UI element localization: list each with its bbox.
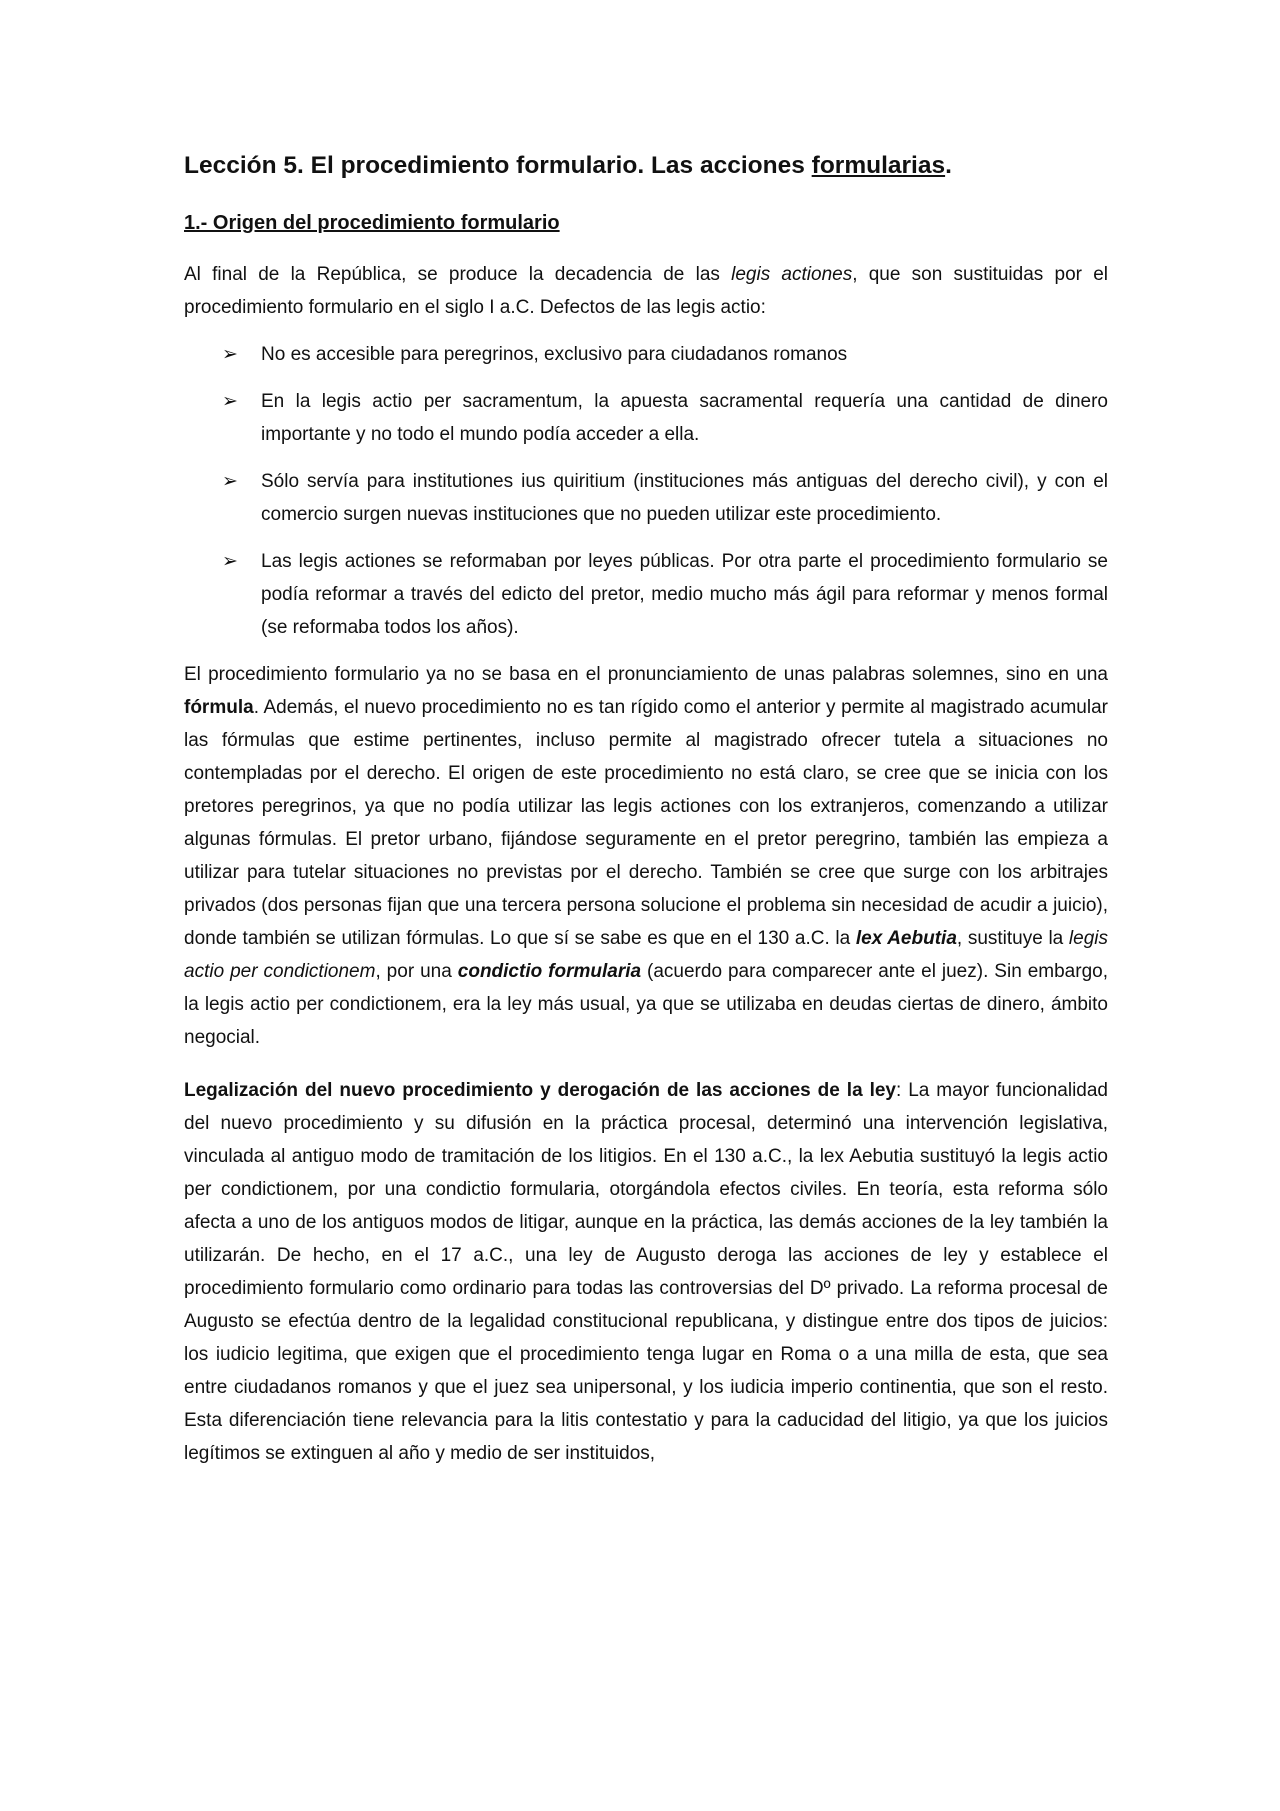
p2-text-1: El procedimiento formulario ya no se basa en el pronunciamiento de unas palabras solemnes, sino en una [184, 663, 1108, 685]
formula-paragraph [184, 658, 1108, 1054]
list-item [184, 545, 1108, 644]
p2-text-4: , por una [375, 960, 458, 982]
p2-italic-legis: legis actio per condictionem [184, 927, 1108, 982]
arrow-bullet-icon: ➢ [222, 470, 238, 492]
p2-text-2: . Además, el nuevo procedimiento no es tan rígido como el anterior y permite al magistrado acumular las fórmulas que estime pertinentes, incluso permite al magistrado ofrecer tutela a situaciones no contempladas por el derecho. El origen de este procedimiento no está claro, se cree que se inicia con los pretores peregrinos, ya que no podía utilizar las legis actiones con los extranjeros, comenzando a utilizar algunas fórmulas. El pretor urbano, fijándose seguramente en el pretor peregrino, también las empieza a utilizar para tutelar situaciones no previstas por el derecho. También se cree que surge con los arbitrajes privados (dos personas fijan que una tercera persona solucione el problema sin necesidad de acudir a juicio), donde también se utilizan fórmulas. Lo que sí se sabe es que en el 130 a.C. la [184, 696, 1108, 949]
section-heading-origen: 1.- Origen del procedimiento formulario [184, 211, 560, 234]
document-page [184, 150, 1108, 1470]
p3-text: : La mayor funcionalidad del nuevo procedimiento y su difusión en la práctica procesal, determinó una intervención legislativa, vinculada al antiguo modo de tramitación de los litigios. En el 130 a.C., la lex Aebutia sustituyó la legis actio per condictionem, por una condictio formularia, otorgándola efectos civiles. En teoría, esta reforma sólo afecta a uno de los antiguos modos de litigar, aunque en la práctica, las demás acciones de la ley también la utilizarán. De hecho, en el 17 a.C., una ley de Augusto deroga las acciones de ley y establece el procedimiento formulario como ordinario para todas las controversias del Dº privado. La reforma procesal de Augusto se efectúa dentro de la legalidad constitucional republicana, y distingue entre dos tipos de juicios: los iudicio legitima, que exigen que el procedimiento tenga lugar en Roma o a una milla de esta, que sea entre ciudadanos romanos y que el juez sea unipersonal, y los iudicia imperio continentia, que son el resto. Esta diferenciación tiene relevancia para la litis contestatio y para la caducidad del litigio, ya que los juicios legítimos se extinguen al año y medio de ser instituidos, [184, 1079, 1109, 1464]
intro-italic: legis actiones [731, 263, 853, 285]
intro-text-1: Al final de la República, se produce la decadencia de las [184, 263, 732, 285]
arrow-bullet-icon: ➢ [222, 390, 238, 412]
defects-list [184, 338, 1108, 644]
list-item [184, 338, 1108, 371]
list-item [184, 385, 1108, 451]
list-item-text: Sólo servía para institutiones ius quiritium (instituciones más antiguas del derecho civil), y con el comercio surgen nuevas instituciones que no pueden utilizar este procedimiento. [261, 470, 1108, 525]
list-item-text: Las legis actiones se reformaban por leyes públicas. Por otra parte el procedimiento formulario se podía reformar a través del edicto del pretor, medio mucho más ágil para reformar y menos formal (se reformaba todos los años). [261, 550, 1108, 638]
p2-bold-italic-lex: lex Aebutia [855, 927, 957, 949]
lesson-title [184, 150, 1108, 182]
p3-bold-lead: Legalización del nuevo procedimiento y derogación de las acciones de la ley [184, 1079, 896, 1101]
p2-bold-italic-condictio: condictio formularia [457, 960, 642, 982]
intro-text-2: , que son sustituidas por el procedimiento formulario en el siglo I a.C. Defectos de las legis actio: [184, 263, 1108, 318]
arrow-bullet-icon: ➢ [222, 550, 238, 572]
p2-bold-formula: fórmula [184, 696, 254, 718]
lesson-title-end: . [945, 152, 952, 179]
p2-text-5: (acuerdo para comparecer ante el juez). Sin embargo, la legis actio per condictionem, era la ley más usual, ya que se utilizaba en deudas ciertas de dinero, ámbito negocial. [184, 960, 1108, 1048]
lesson-title-underlined: formularias [811, 152, 946, 179]
lesson-title-text: Lección 5. El procedimiento formulario. Las acciones [184, 152, 812, 179]
p2-text-3: , sustituye la [956, 927, 1069, 949]
intro-paragraph [184, 258, 1108, 324]
list-item [184, 465, 1108, 531]
arrow-bullet-icon: ➢ [222, 343, 238, 365]
list-item-text: No es accesible para peregrinos, exclusivo para ciudadanos romanos [261, 343, 848, 365]
legalizacion-paragraph [184, 1074, 1108, 1470]
list-item-text: En la legis actio per sacramentum, la apuesta sacramental requería una cantidad de dinero importante y no todo el mundo podía acceder a ella. [261, 390, 1108, 445]
